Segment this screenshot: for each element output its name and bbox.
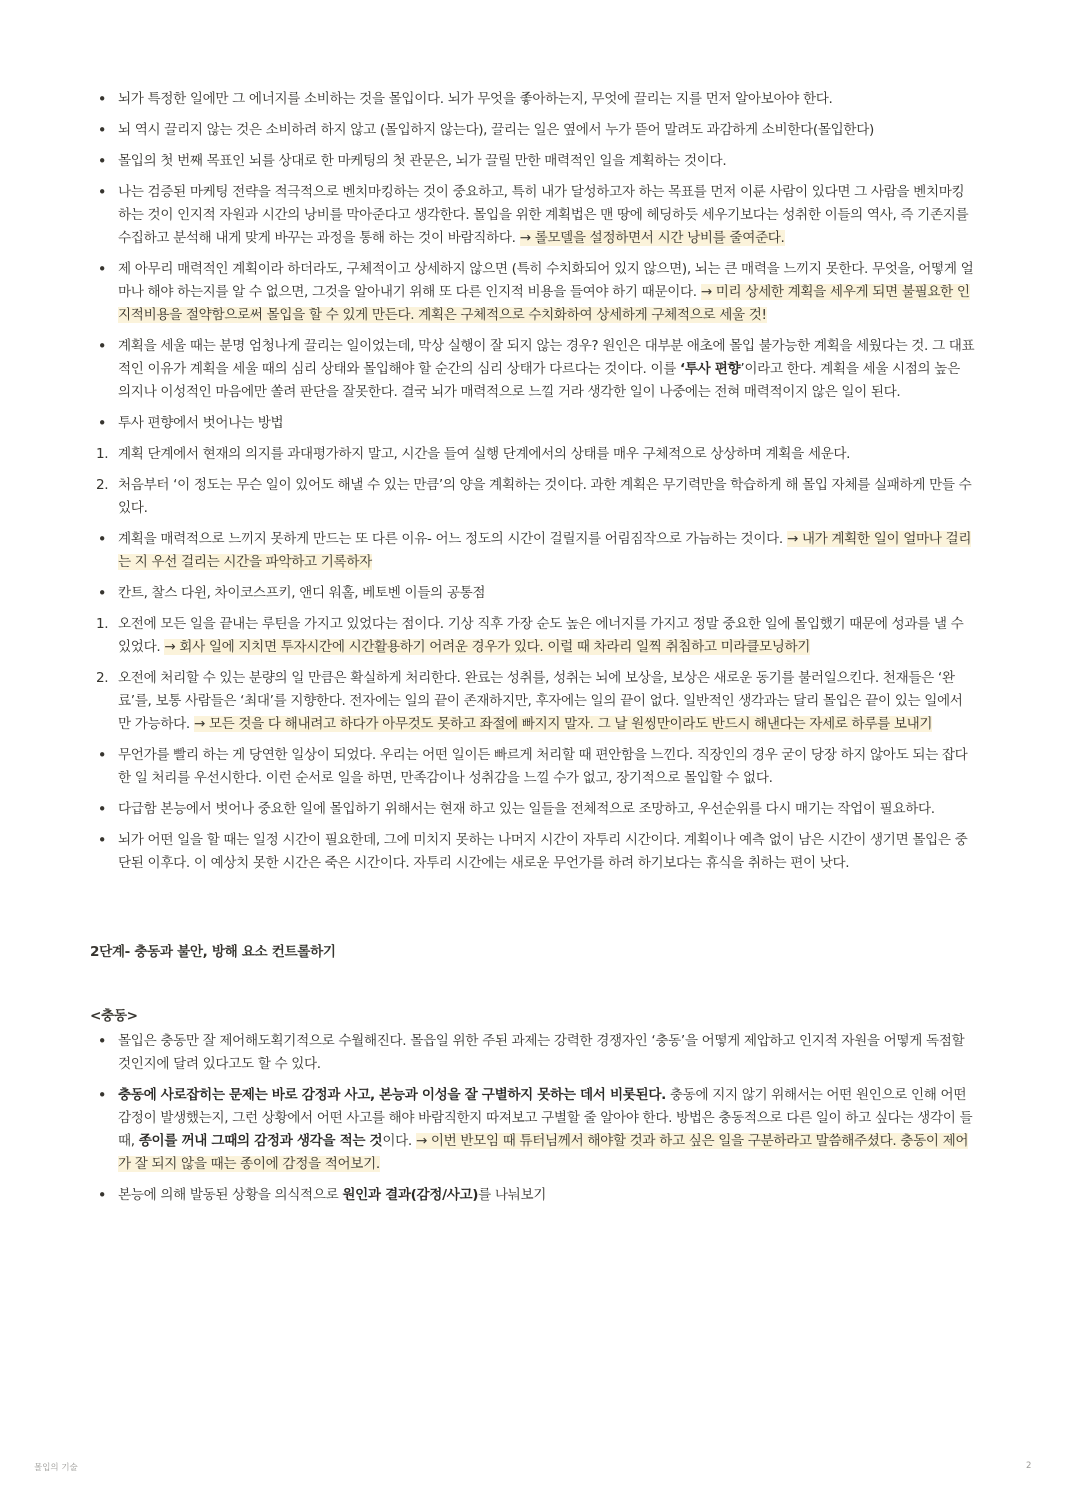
text-run: 무언가를 빨리 하는 게 당연한 일상이 되었다. 우리는 어떤 일이든 빠르게 처리할 때 편안함을 느낀다. 직장인의 경우 굳이 당장 하지 않아도 되는 잡다한 일 처리를 우선시한다. 이런 순서로 일을 하면, 만족감이나 성취감을 느낄 수가 없고, 장기적으로 몰입할 수 없다. (118, 747, 968, 786)
text-run: 제 아무리 매력적인 계획이라 하더라도, 구체적이고 상세하지 않으면 (특히 수치화되어 있지 않으면), 뇌는 큰 매력을 느끼지 못한다. 무엇을, 어떻게 얼마나 해야 하는지를 알 수 없으면, 그것을 알아내기 위해 또 다른 인지적 비용을 들여야 하기 때문이다. (118, 261, 974, 300)
numbered-item (90, 474, 975, 520)
bullet-item (90, 150, 975, 173)
item-text (118, 670, 963, 732)
text-run: 다급함 본능에서 벗어나 중요한 일에 몰입하기 위해서는 현재 하고 있는 일들을 전체적으로 조망하고, 우선순위를 다시 매기는 작업이 필요하다. (118, 801, 935, 817)
highlighted-note: → 모든 것을 다 해내려고 하다가 아무것도 못하고 좌절에 빠지지 말자. 그 날 원씽만이라도 반드시 해낸다는 자세로 하루를 보내기 (193, 716, 933, 732)
text-run: 투사 편향에서 벗어나는 방법 (118, 415, 284, 431)
bullet-marker: • (97, 746, 107, 764)
document-body (90, 88, 975, 1207)
footer-page-number: 2 (1026, 1461, 1032, 1471)
bullet-item (90, 582, 975, 605)
impulse-notes-list (90, 1030, 975, 1207)
bullet-item (90, 412, 975, 435)
text-run: 계획을 매력적으로 느끼지 못하게 만드는 또 다른 이유- 어느 정도의 시간이 걸릴지를 어림짐작으로 가늠하는 것이다. (118, 531, 787, 547)
item-text (118, 1087, 972, 1172)
footer-document-title: 몰입의 기술 (34, 1463, 78, 1473)
bullet-item (90, 744, 975, 790)
bullet-item (90, 88, 975, 111)
bullet-marker: • (97, 260, 107, 278)
text-run: 계획 단계에서 현재의 의지를 과대평가하지 말고, 시간을 들여 실행 단계에서의 상태를 매우 구체적으로 상상하며 계획을 세운다. (118, 446, 851, 462)
highlighted-note: → 미리 상세한 계획을 세우게 되면 불필요한 인지적비용을 절약함으로써 몰입을 할 수 있게 만든다. 계획은 구체적으로 수치화하여 상세하게 구체적으로 세울 것! (118, 284, 970, 323)
bullet-marker: • (97, 121, 107, 139)
text-run: 충동에 지지 않기 위해서는 어떤 원인으로 인해 어떤 감정이 발생했는지, 그런 상황에서 어떤 사고를 해야 바람직한지 따져보고 구별할 줄 알아야 한다. 방법은 충동적으로 다른 일이 하고 싶다는 생각이 들 때, (118, 1087, 973, 1149)
numbered-item (90, 443, 975, 466)
bullet-marker: • (97, 530, 107, 548)
bullet-item (90, 829, 975, 875)
item-number: 1. (96, 446, 109, 462)
bullet-item (90, 528, 975, 574)
numbered-item (90, 613, 975, 659)
item-text (118, 616, 963, 655)
text-run: 오전에 처리할 수 있는 분량의 일 만큼은 확실하게 처리한다. 완료는 성취를, 성취는 뇌에 보상을, 보상은 새로운 동기를 불러일으킨다. 천재들은 ‘완료’를, 보통 사람들은 ‘최대’를 지향한다. 전자에는 일의 끝이 존재하지만, 후자에는 일의 끝이 없다. 일반적인 생각과는 달리 몰입은 끝이 있는 일에서만 가능하다. (118, 670, 963, 732)
bullet-item (90, 1084, 975, 1176)
bullet-marker: • (97, 1032, 107, 1050)
item-text (118, 832, 967, 871)
text-run: ’이라고 한다. 계획을 세울 시점의 높은 의지나 이성적인 마음에만 쏠려 판단을 잘못한다. 결국 뇌가 매력적으로 느낄 거라 생각한 일이 나중에는 전혀 매력적이지 않은 일이 된다. (118, 361, 960, 400)
bullet-marker: • (97, 152, 107, 170)
text-run: 처음부터 ‘이 정도는 무슨 일이 있어도 해낼 수 있는 만큼’의 양을 계획하는 것이다. 과한 계획은 무기력만을 학습하게 해 몰입 자체를 실패하게 만들 수 있다. (118, 477, 972, 516)
bullet-marker: • (97, 1186, 107, 1204)
text-run: 뇌 역시 끌리지 않는 것은 소비하려 하지 않고 (몰입하지 않는다), 끌리는 일은 옆에서 누가 뜯어 말려도 과감하게 소비한다(몰입한다) (118, 122, 874, 138)
highlighted-note: → 회사 일에 지치면 투자시간에 시간활용하기 어려운 경우가 있다. 이럴 때 차라리 일찍 취침하고 미라클모닝하기 (164, 639, 811, 655)
text-run: 칸트, 찰스 다윈, 차이코스프키, 앤디 워홀, 베토벤 이들의 공통점 (118, 585, 486, 601)
bullet-item (90, 1184, 975, 1207)
bullet-marker: • (97, 183, 107, 201)
bold-text: ‘투사 편향 (680, 361, 741, 377)
bullet-item (90, 798, 975, 821)
bullet-marker: • (97, 800, 107, 818)
item-text (118, 153, 726, 169)
bold-text: 종이를 꺼내 그때의 감정과 생각을 적는 것 (138, 1133, 383, 1149)
item-text (118, 446, 850, 462)
bullet-item (90, 258, 975, 327)
item-text (118, 477, 971, 516)
item-number: 2. (96, 670, 109, 686)
text-run: 이다. (382, 1133, 416, 1149)
bullet-marker: • (97, 90, 107, 108)
bullet-item (90, 335, 975, 404)
text-run: 뇌가 어떤 일을 할 때는 일정 시간이 필요한데, 그에 미치지 못하는 나머지 시간이 자투리 시간이다. 계획이나 예측 없이 남은 시간이 생기면 몰입은 중단된 이후다. 이 예상치 못한 시간은 죽은 시간이다. 자투리 시간에는 새로운 무언가를 하려 하기보다는 휴식을 취하는 편이 낫다. (118, 832, 968, 871)
item-text (118, 122, 874, 138)
item-text (118, 415, 283, 431)
bold-text: 충동에 사로잡히는 문제는 바로 감정과 사고, 본능과 이성을 잘 구별하지 못하는 데서 비롯된다. (118, 1087, 666, 1103)
notes-list (90, 88, 975, 875)
text-run: 오전에 모든 일을 끝내는 루틴을 가지고 있었다는 점이다. 기상 직후 가장 순도 높은 에너지를 가지고 정말 중요한 일에 몰입했기 때문에 성과를 낼 수 있었다. (118, 616, 964, 655)
item-number: 1. (96, 616, 109, 632)
text-run: 나는 검증된 마케팅 전략을 적극적으로 벤치마킹하는 것이 중요하고, 특히 내가 달성하고자 하는 목표를 먼저 이룬 사람이 있다면 그 사람을 벤치마킹하는 것이 인지적 자원과 시간의 낭비를 막아준다고 생각한다. 몰입을 위한 계획법은 맨 땅에 헤딩하듯 세우기보다는 성취한 이들의 역사, 즉 기존지를 수집하고 분석해 내게 맞게 바꾸는 과정을 통해 하는 것이 바람직하다. (118, 184, 969, 246)
text-run: 뇌가 특정한 일에만 그 에너지를 소비하는 것을 몰입이다. 뇌가 무엇을 좋아하는지, 무엇에 끌리는 지를 먼저 알아보아야 한다. (118, 91, 833, 107)
bullet-marker: • (97, 584, 107, 602)
bullet-marker: • (97, 414, 107, 432)
bullet-marker: • (97, 337, 107, 355)
item-number: 2. (96, 477, 109, 493)
item-text (118, 747, 967, 786)
text-run: 계획을 세울 때는 분명 엄청나게 끌리는 일이었는데, 막상 실행이 잘 되지 않는 경우? 원인은 대부분 애초에 몰입 불가능한 계획을 세웠다는 것. 그 대표적인 이유가 계획을 세울 때의 심리 상태와 몰입해야 할 순간의 심리 상태가 다르다는 것이다. 이를 (118, 338, 975, 377)
bold-text: 원인과 결과(감정/사고) (342, 1187, 479, 1203)
text-run: 몰입의 첫 번째 목표인 뇌를 상대로 한 마케팅의 첫 관문은, 뇌가 끌릴 만한 매력적인 일을 계획하는 것이다. (118, 153, 727, 169)
sub-heading: <충동> (90, 1008, 138, 1024)
text-run: 를 나눠보기 (478, 1187, 547, 1203)
item-text (118, 1033, 964, 1072)
bullet-item (90, 181, 975, 250)
item-text (118, 801, 935, 817)
bullet-item (90, 1030, 975, 1076)
numbered-item (90, 667, 975, 736)
highlighted-note: → 이번 반모임 때 튜터님께서 해야할 것과 하고 싶은 일을 구분하라고 말씀해주셨다. 충동이 제어가 잘 되지 않을 때는 종이에 감정을 적어보기. (118, 1133, 969, 1172)
highlighted-note: → 내가 계획한 일이 얼마나 걸리는 지 우선 걸리는 시간을 파악하고 기록하자 (118, 531, 972, 570)
item-text (118, 531, 971, 570)
text-run: 본능에 의해 발동된 상황을 의식적으로 (118, 1187, 343, 1203)
item-text (118, 1187, 546, 1203)
bullet-item (90, 119, 975, 142)
section-heading: 2단계- 충동과 불안, 방해 요소 컨트롤하기 (90, 944, 336, 960)
item-text (118, 338, 974, 400)
item-text (118, 184, 968, 246)
item-text (118, 91, 833, 107)
text-run: 몰입은 충동만 잘 제어해도획기적으로 수월해진다. 몰읍일 위한 주된 과제는 강력한 경쟁자인 ‘충동’을 어떻게 제압하고 인지적 자원을 어떻게 독점할 것인지에 달려 있다고도 할 수 있다. (118, 1033, 965, 1072)
bullet-marker: • (97, 831, 107, 849)
bullet-marker: • (97, 1086, 107, 1104)
item-text (118, 585, 485, 601)
item-text (118, 261, 973, 323)
highlighted-note: → 롤모델을 설정하면서 시간 낭비를 줄여준다. (519, 230, 785, 246)
